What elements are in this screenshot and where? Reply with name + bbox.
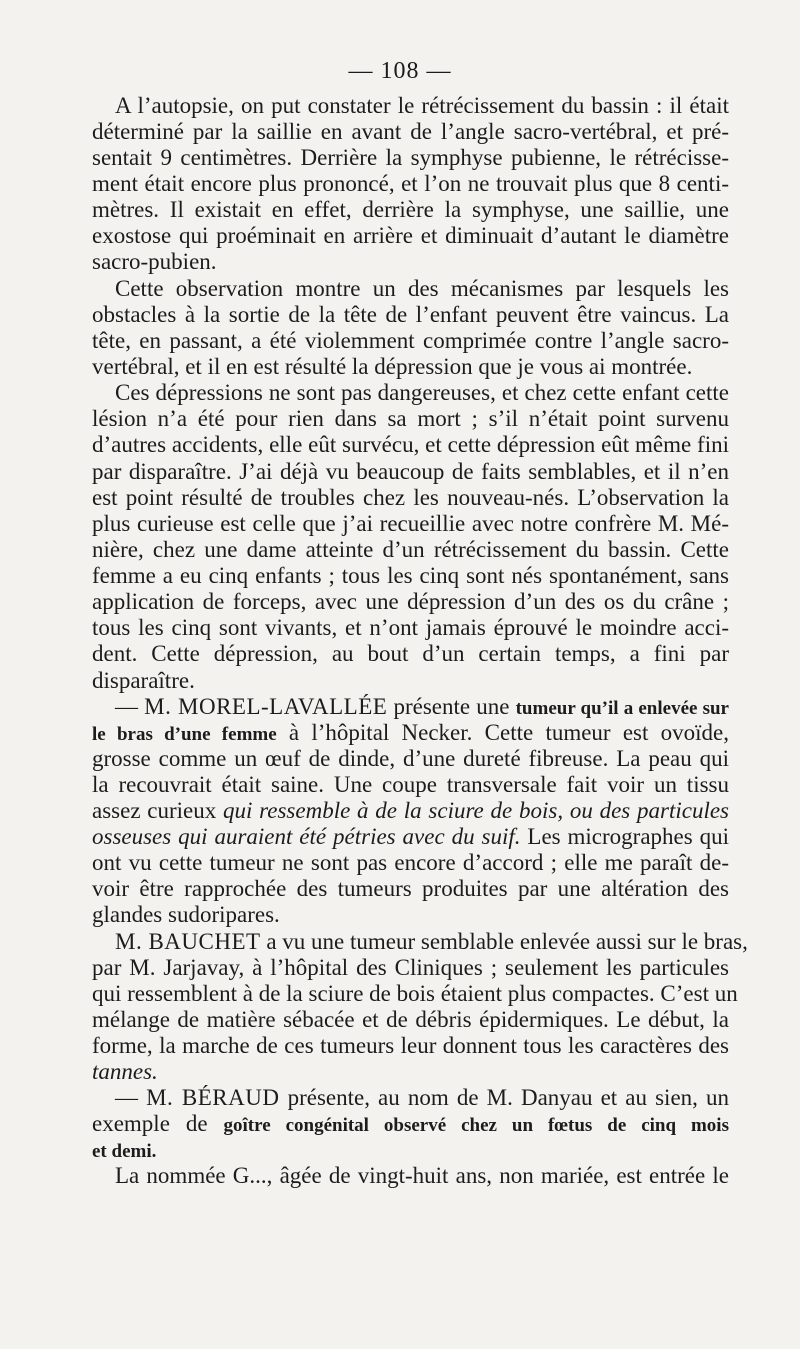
text-span: goître congénital observé chez un fœtus de cinq mois bbox=[223, 1115, 729, 1136]
text-span: femme a eu cinq enfants ; tous les cinq sont nés spontanément, sans bbox=[92, 563, 729, 588]
text-span: la recouvrait était saine. Une coupe transversale fait voir un tissu bbox=[92, 772, 729, 797]
text-line bbox=[92, 797, 729, 825]
text-span: assez curieux bbox=[92, 798, 224, 823]
text-line bbox=[92, 849, 729, 877]
text-line bbox=[92, 170, 729, 198]
text-span: — bbox=[115, 694, 145, 719]
text-span: Cette observation montre un des mécanismes par lesquels les bbox=[115, 276, 729, 301]
text-line bbox=[92, 484, 729, 512]
text-span: vertébral, et il en est résulté la dépression que je vous ai montrée. bbox=[92, 354, 693, 379]
text-line bbox=[92, 196, 729, 224]
text-span: dent. Cette dépression, au bout d’un certain temps, a fini par bbox=[92, 641, 729, 666]
text-line bbox=[115, 379, 729, 407]
text-line bbox=[115, 928, 748, 956]
text-span: présente, au nom de M. Danyau et au sien, un bbox=[279, 1085, 730, 1110]
text-span: obstacles à la sortie de la tête de l’enfant peuvent être vaincus. La bbox=[92, 302, 729, 327]
text-span: mètres. Il existait en effet, derrière la symphyse, une saillie, une bbox=[92, 197, 729, 222]
text-span: sentait 9 centimètres. Derrière la symphyse pubienne, le rétrécisse- bbox=[92, 145, 729, 170]
text-line bbox=[92, 745, 729, 773]
text-line bbox=[115, 92, 729, 120]
text-span: M. MOREL-LAVALLÉE bbox=[144, 694, 388, 719]
text-line bbox=[92, 562, 729, 590]
text-line bbox=[115, 275, 729, 303]
text-span: grosse comme un œuf de dinde, d’une dureté fibreuse. La peau qui bbox=[92, 746, 729, 771]
text-line bbox=[115, 1084, 729, 1112]
text-line bbox=[92, 1032, 729, 1060]
text-line bbox=[92, 405, 729, 433]
text-span: tannes. bbox=[92, 1059, 158, 1084]
text-line bbox=[92, 118, 729, 146]
text-span: exostose qui proéminait en arrière et diminuait d’autant le diamètre bbox=[92, 223, 729, 248]
text-span: osseuses qui auraient été pétries avec du suif. bbox=[92, 824, 521, 849]
text-span: plus curieuse est celle que j’ai recueillie avec notre confrère M. Mé- bbox=[92, 511, 729, 536]
text-line bbox=[92, 1006, 729, 1034]
text-span: Les micrographes qui bbox=[520, 824, 730, 849]
text-span: déterminé par la saillie en avant de l’angle sacro-vertébral, et pré- bbox=[92, 119, 729, 144]
text-line bbox=[92, 640, 729, 668]
text-span: — bbox=[115, 1085, 147, 1110]
text-line bbox=[92, 458, 729, 486]
text-line bbox=[92, 510, 729, 538]
text-span: exemple de bbox=[92, 1111, 224, 1136]
text-span: voir être rapprochée des tumeurs produites par une altération des bbox=[92, 876, 729, 901]
text-line bbox=[92, 980, 738, 1008]
text-span: sacro-pubien. bbox=[92, 249, 217, 274]
text-line bbox=[92, 353, 729, 381]
text-span: mélange de matière sébacée et de débris épidermiques. Le début, la bbox=[92, 1007, 729, 1032]
text-span: forme, la marche de ces tumeurs leur donnent tous les caractères des bbox=[92, 1033, 729, 1058]
text-span: a vu une tumeur semblable enlevée aussi sur le bras, bbox=[260, 929, 748, 954]
text-line bbox=[92, 954, 729, 982]
text-span: lésion n’a été pour rien dans sa mort ; s’il n’était point survenu bbox=[92, 406, 729, 431]
text-line bbox=[92, 536, 729, 564]
text-span: d’autres accidents, elle eût survécu, et cette dépression eût même fini bbox=[92, 432, 729, 457]
text-span: ment était encore plus prononcé, et l’on ne trouvait plus que 8 centi- bbox=[92, 171, 729, 196]
text-line bbox=[92, 667, 729, 695]
text-line bbox=[92, 614, 729, 642]
text-span: M. BAUCHET bbox=[115, 929, 261, 954]
text-line bbox=[92, 144, 729, 172]
text-line bbox=[92, 431, 729, 459]
text-line bbox=[92, 771, 729, 799]
text-span: le bras d’une femme bbox=[92, 724, 277, 745]
text-span: et demi. bbox=[92, 1141, 157, 1162]
text-line bbox=[92, 1058, 729, 1086]
text-line bbox=[92, 301, 729, 329]
text-line bbox=[92, 588, 729, 616]
text-span: A l’autopsie, on put constater le rétrécissement du bassin : il était bbox=[115, 93, 729, 118]
text-span: à l’hôpital Necker. Cette tumeur est ovoïde, bbox=[276, 720, 729, 745]
text-span: tous les cinq sont vivants, et n’ont jamais éprouvé le moindre acci- bbox=[92, 615, 729, 640]
text-span: disparaître. bbox=[92, 668, 195, 693]
text-span: Ces dépressions ne sont pas dangereuses, et chez cette enfant cette bbox=[115, 380, 729, 405]
text-span: par M. Jarjavay, à l’hôpital des Cliniques ; seulement les particules bbox=[92, 955, 729, 980]
page-number: — 108 — bbox=[348, 58, 452, 84]
text-line bbox=[92, 222, 729, 250]
text-span: tête, en passant, a été violemment comprimée contre l’angle sacro- bbox=[92, 328, 729, 353]
text-span: application de forceps, avec une dépression d’un des os du crâne ; bbox=[92, 589, 729, 614]
text-line bbox=[92, 875, 729, 903]
text-span: est point résulté de troubles chez les nouveau-nés. L’observation la bbox=[92, 485, 729, 510]
text-span: qui ressemble à de la sciure de bois, ou des particules bbox=[223, 798, 729, 823]
text-line bbox=[92, 823, 729, 851]
text-span: présente une bbox=[387, 694, 516, 719]
text-line bbox=[115, 1162, 729, 1190]
text-span: tumeur qu’il a enlevée sur bbox=[515, 698, 729, 719]
text-span: La nommée G..., âgée de vingt-huit ans, non mariée, est entrée le bbox=[115, 1163, 729, 1188]
text-span: ont vu cette tumeur ne sont pas encore d’accord ; elle me paraît de- bbox=[92, 850, 729, 875]
text-span: nière, chez une dame atteinte d’un rétrécissement du bassin. Cette bbox=[92, 537, 729, 562]
text-span: qui ressemblent à de la sciure de bois étaient plus compactes. C’est un bbox=[92, 981, 738, 1006]
text-line bbox=[92, 248, 729, 276]
text-span: glandes sudoripares. bbox=[92, 902, 280, 927]
text-line bbox=[92, 901, 729, 929]
text-span: M. BÉRAUD bbox=[146, 1085, 280, 1110]
text-line bbox=[92, 327, 729, 355]
text-span: par disparaître. J’ai déjà vu beaucoup de faits semblables, et il n’en bbox=[92, 459, 729, 484]
